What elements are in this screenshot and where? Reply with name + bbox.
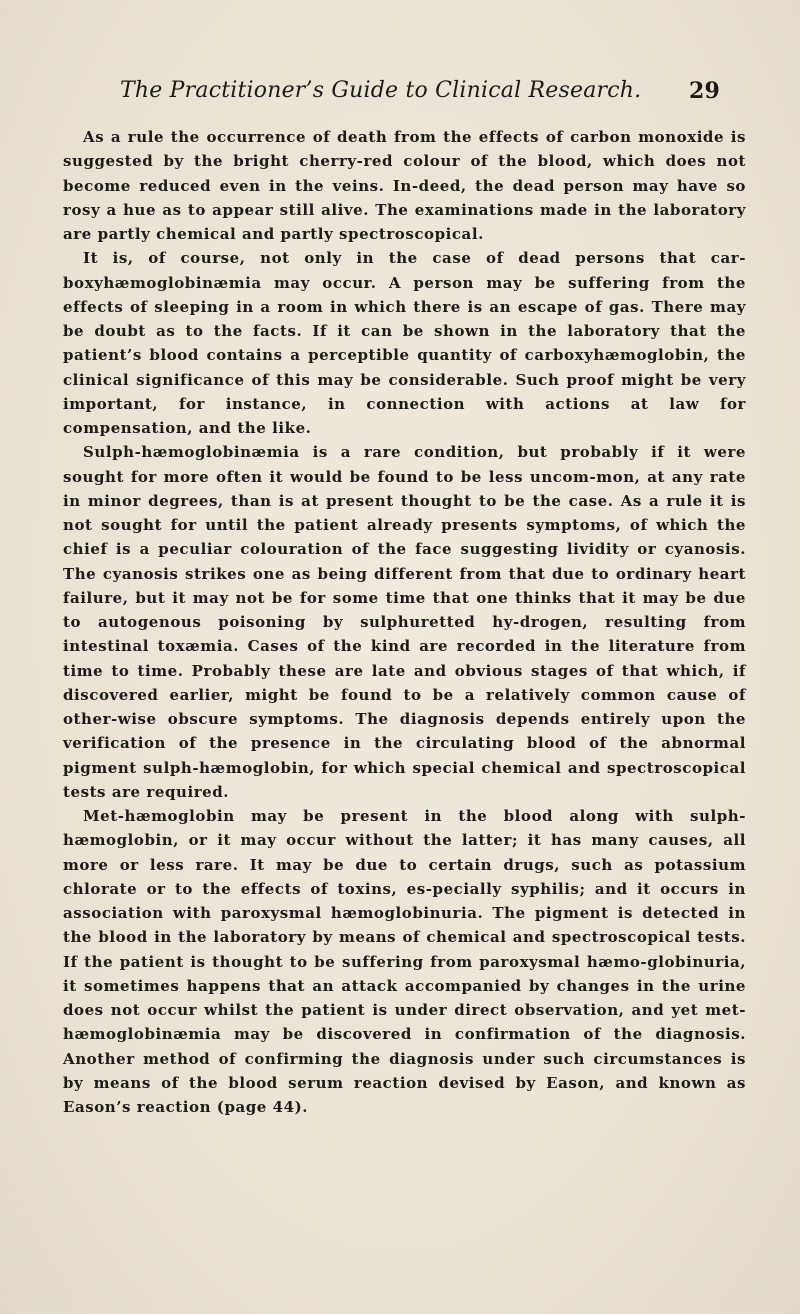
running-title: The Practitioner’s Guide to Clinical Research.: [120, 78, 642, 103]
paragraph-met-haemoglobin: Met-hæmoglobin may be present in the blood along with sulph-hæmoglobin, or it may occur without the latter; it has many causes, all more or less rare. It may be due to certain drugs, such as potassium chlorate or to the effects of toxins, es-pecially syphilis; and it occurs in association with paroxysmal hæmoglobinuria. The pigment is detected in the blood in the laboratory by means of chemical and spectroscopical tests. If the patient is thought to be suffering from paroxysmal hæmo-globinuria, it sometimes happens that an attack accompanied by changes in the urine does not occur whilst the patient is under direct observation, and yet met-hæmoglobinæmia may be discovered in confirmation of the diagnosis. Another method of confirming the diagnosis under such circumstances is by means of the blood serum reaction devised by Eason, and known as Eason’s reaction (page 44).: [63, 807, 746, 1116]
page-number: 29: [688, 78, 720, 104]
paragraph-sulph-haemoglobinaemia: Sulph-hæmoglobinæmia is a rare condition, but probably if it were sought for more often it would be found to be less uncom-mon, at any rate in minor degrees, than is at present thought to be the case. As a rule it is not sought for until the patient already presents symptoms, of which the chief is a peculiar colouration of the face suggesting lividity or cyanosis. The cyanosis strikes one as being different from that due to ordinary heart failure, but it may not be for some time that one thinks that it may be due to autogenous poisoning by sulphuretted hy-drogen, resulting from intestinal toxæmia. Cases of the kind are recorded in the literature from time to time. Probably these are late and obvious stages of that which, if discovered earlier, might be found to be a relatively common cause of other-wise obscure symptoms. The diagnosis depends entirely upon the verification of the presence in the circulating blood of the abnormal pigment sulph-hæmoglobin, for which special chemical and spectroscopical tests are required.: [63, 443, 746, 801]
paragraph-carboxyhaemoglobinaemia: It is, of course, not only in the case of dead persons that car-boxyhæmoglobinæmia may occur. A person may be suffering from the effects of sleeping in a room in which there is an escape of gas. There may be doubt as to the facts. If it can be shown in the laboratory that the patient’s blood contains a perceptible quantity of carboxyhæmoglobin, the clinical significance of this may be considerable. Such proof might be very important, for instance, in connection with actions at law for compensation, and the like.: [63, 249, 746, 437]
paragraph-carbon-monoxide: As a rule the occurrence of death from the effects of carbon monoxide is suggested by the bright cherry-red colour of the blood, which does not become reduced even in the veins. In-deed, the dead person may have so rosy a hue as to appear still alive. The examinations made in the laboratory are partly chemical and partly spectroscopical.: [63, 128, 746, 243]
running-header: [120, 78, 720, 112]
body-text: [63, 125, 746, 1119]
